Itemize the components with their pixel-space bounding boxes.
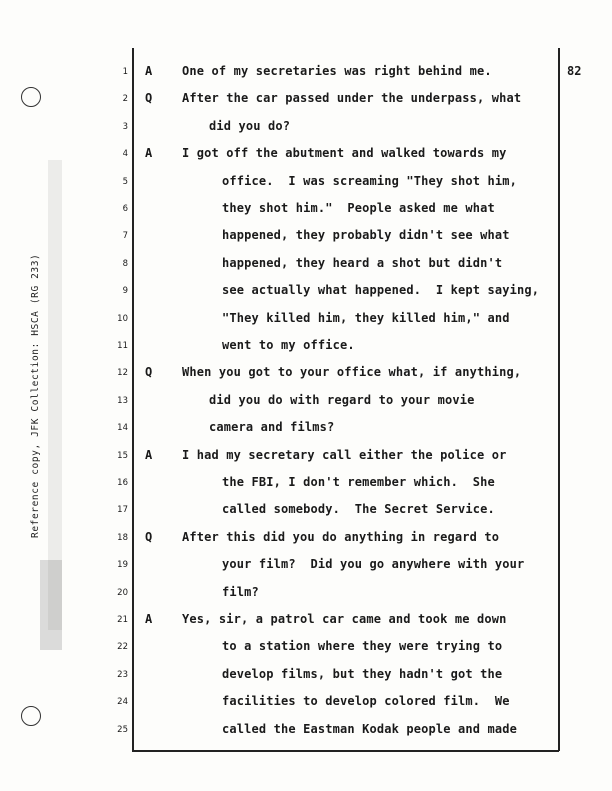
- speaker-label: A: [145, 612, 153, 626]
- line-text: Yes, sir, a patrol car came and took me down: [182, 612, 507, 626]
- transcript-line: [0, 585, 612, 612]
- transcript-line: [0, 91, 612, 118]
- line-text: develop films, but they hadn't got the: [222, 666, 503, 681]
- transcript-line: [0, 119, 612, 146]
- line-number: 4: [122, 149, 128, 160]
- line-text: the FBI, I don't remember which. She: [222, 475, 495, 489]
- transcript-line: [0, 612, 612, 639]
- transcript-line: [0, 475, 612, 502]
- line-text: they shot him." People asked me what: [222, 201, 495, 215]
- speaker-label: A: [145, 64, 153, 78]
- transcript-line: [0, 174, 612, 201]
- transcript-line: [0, 201, 612, 228]
- line-number: 19: [117, 560, 128, 571]
- line-number: 5: [122, 176, 128, 187]
- transcript-line: [0, 64, 612, 91]
- line-text: camera and films?: [209, 420, 335, 435]
- line-number: 25: [117, 724, 128, 735]
- line-number: 18: [117, 532, 128, 543]
- transcript-line: [0, 228, 612, 255]
- line-number: 21: [117, 615, 128, 625]
- line-number: 2: [122, 94, 128, 105]
- line-number: 20: [117, 587, 128, 598]
- transcript-line: [0, 639, 612, 666]
- line-number: 13: [117, 395, 128, 406]
- transcript-line: [0, 256, 612, 283]
- page-number: 82: [567, 64, 582, 78]
- line-text: "They killed him, they killed him," and: [222, 310, 510, 325]
- transcript-line: [0, 146, 612, 173]
- line-text: When you got to your office what, if anything,: [182, 365, 522, 380]
- line-number: 6: [122, 204, 128, 214]
- line-number: 16: [117, 478, 128, 488]
- transcript-line: [0, 283, 612, 310]
- line-text: facilities to develop colored film. We: [222, 694, 510, 709]
- transcript-line: [0, 311, 612, 338]
- line-number: 23: [117, 669, 128, 680]
- line-text: One of my secretaries was right behind me.: [182, 64, 492, 78]
- line-text: your film? Did you go anywhere with your: [222, 557, 525, 572]
- speaker-label: Q: [145, 91, 153, 106]
- line-text: went to my office.: [222, 338, 355, 352]
- transcript-line: [0, 667, 612, 694]
- line-number: 17: [117, 505, 128, 516]
- line-number: 10: [117, 313, 128, 324]
- transcript-line: [0, 502, 612, 529]
- transcript-line: [0, 722, 612, 749]
- transcript-line: [0, 557, 612, 584]
- transcript-line: [0, 365, 612, 392]
- transcript-line: [0, 393, 612, 420]
- line-number: 3: [122, 121, 128, 132]
- transcript-line: [0, 448, 612, 475]
- line-number: 8: [122, 258, 128, 269]
- line-number: 12: [117, 368, 128, 379]
- line-number: 14: [117, 423, 128, 434]
- line-number: 11: [117, 341, 128, 351]
- transcript-line: [0, 338, 612, 365]
- line-number: 15: [117, 450, 128, 461]
- side-reference-stamp: Reference copy, JFK Collection: HSCA (RG 233): [30, 253, 41, 538]
- line-text: happened, they heard a shot but didn't: [222, 255, 503, 270]
- line-text: office. I was screaming "They shot him,: [222, 173, 517, 188]
- line-text: see actually what happened. I kept saying,: [222, 283, 540, 298]
- line-text: called somebody. The Secret Service.: [222, 502, 495, 517]
- line-text: did you do?: [209, 118, 291, 133]
- transcript-line: [0, 530, 612, 557]
- line-text: called the Eastman Kodak people and made: [222, 721, 517, 736]
- line-text: I got off the abutment and walked towards my: [182, 146, 507, 161]
- line-text: to a station where they were trying to: [222, 639, 503, 654]
- line-text: happened, they probably didn't see what: [222, 228, 510, 243]
- speaker-label: A: [145, 447, 153, 462]
- line-number: 9: [122, 286, 128, 297]
- transcript-line: [0, 420, 612, 447]
- line-text: After this did you do anything in regard to: [182, 529, 500, 544]
- line-text: film?: [222, 584, 259, 599]
- transcript-line: [0, 694, 612, 721]
- line-text: After the car passed under the underpass, what: [182, 91, 522, 106]
- line-number: 1: [122, 67, 128, 77]
- line-number: 24: [117, 697, 128, 708]
- line-text: I had my secretary call either the police or: [182, 447, 507, 462]
- line-number: 22: [117, 642, 128, 653]
- line-text: did you do with regard to your movie: [209, 392, 475, 407]
- speaker-label: Q: [145, 365, 153, 380]
- line-number: 7: [122, 231, 128, 242]
- bottom-rule: [132, 750, 559, 752]
- speaker-label: Q: [145, 529, 153, 544]
- speaker-label: A: [145, 146, 153, 161]
